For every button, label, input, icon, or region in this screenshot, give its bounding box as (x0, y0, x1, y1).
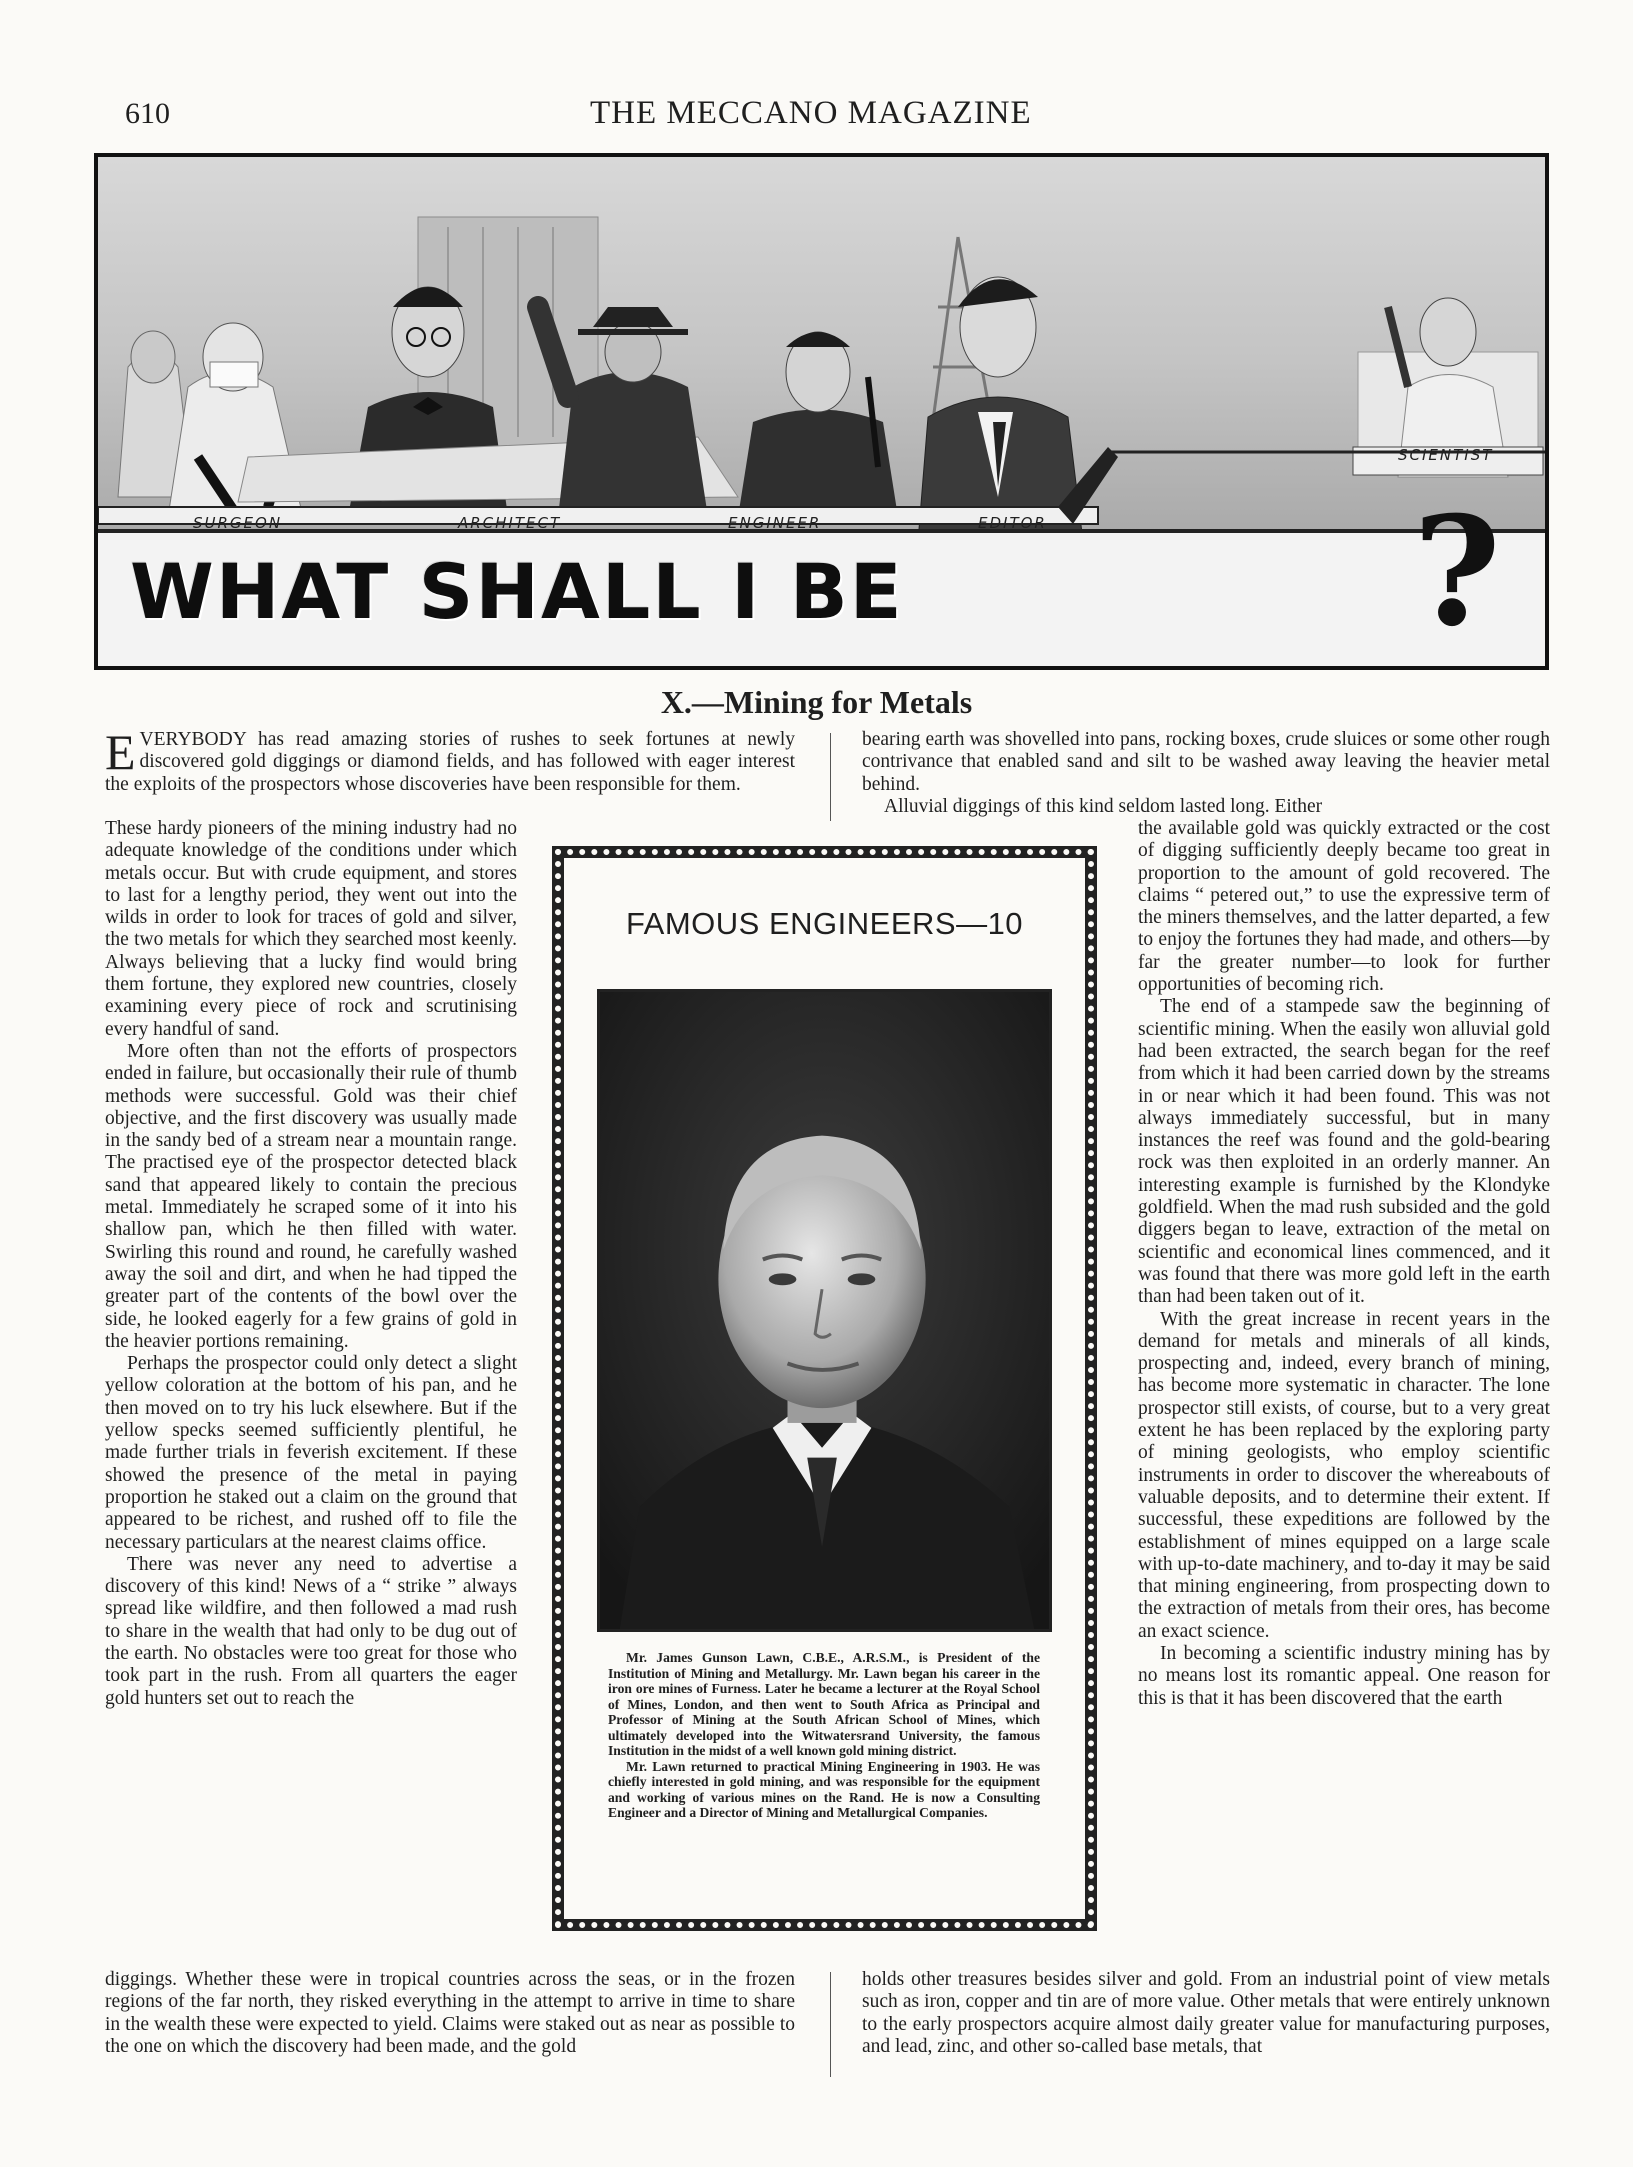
column-divider (830, 733, 831, 821)
article-intro (105, 724, 795, 796)
paragraph: bearing earth was shovelled into pans, rocking boxes, crude sluices or some other rough contrivance that enabled sand and silt to be washed away leaving the heavier metal behind. (862, 729, 1550, 795)
label-surgeon: SURGEON (193, 514, 283, 532)
article-bottom-left (105, 1969, 795, 2058)
banner-question-mark: ? (1413, 484, 1501, 660)
sidebar-title: FAMOUS ENGINEERS—10 (625, 906, 1024, 941)
portrait-caption (608, 1650, 1040, 1821)
dropcap: E (105, 724, 136, 780)
paragraph: More often than not the efforts of prospectors ended in failure, but occasionally their rule of thumb methods were successful. Gold was their chief objective, and the first discovery was usually made in the sandy bed of a stream near a mountain range. The practised eye of the prospector detected black sand that appeared likely to contain the precious metal. Immediately he scraped some of it into his shallow pan, which he then filled with water. Swirling this round and round, he carefully washed away the soil and dirt, and when he had tipped the greater part of the contents of the bowl over the side, he looked eagerly for a few grains of gold in the heavier portions remaining. (105, 1040, 517, 1352)
label-editor: EDITOR (978, 514, 1047, 532)
paragraph: There was never any need to advertise a discovery of this kind! News of a “ strike ” always spread like wildfire, and then followed a mad rush to share in the wealth that had only to be dug out of the earth. No obstacles were too great for those who took part in the rush. From all quarters the eager gold hunters set out to reach the (105, 1553, 517, 1709)
article-title: X.—Mining for Metals (660, 684, 973, 720)
caption-paragraph: Mr. James Gunson Lawn, C.B.E., A.R.S.M., is President of the Institution of Mining and Metallurgy. Mr. Lawn began his career in the iron ore mines of Furness. Later he became a lecturer at the Royal School of Mines, London, and then went to South Africa as Principal and Professor of Mining at the South African School of Mines, which ultimately developed into the Witwatersrand University, the famous Institution in the midst of a well known gold mining district. (608, 1650, 1040, 1758)
label-scientist: SCIENTIST (1398, 446, 1494, 464)
paragraph: holds other treasures besides silver and gold. From an industrial point of view metals such as iron, copper and tin are of more value. Other metals that were entirely unknown to the early prospectors acquire almost daily greater value for manufacturing purposes, and lead, zinc, and other so-called base metals, that (862, 1969, 1550, 2057)
caption-paragraph: Mr. Lawn returned to practical Mining Engineering in 1903. He was chiefly interested in gold mining, and was responsible for the equipment and working of various mines on the Rand. He is now a Consulting Engineer and a Director of Mining and Metallurgical Companies. (608, 1758, 1040, 1820)
label-architect: ARCHITECT (458, 514, 562, 532)
paragraph: With the great increase in recent years in the demand for metals and minerals of all kinds, prospecting and, indeed, every branch of mining, has become more systematic in character. The lone prospector still exists, of course, but to a very great extent he has been replaced by the exploring party of mining geologists, who employ scientific instruments in order to discover the whereabouts of valuable deposits, and to determine their extent. If successful, these expeditions are followed by the establishment of mines equipped on a large scale with up-to-date machinery, and to-day it may be said that mining engineering, from prospecting down to the extraction of metals from their ores, has become an exact science. (1138, 1308, 1550, 1642)
label-engineer: ENGINEER (728, 514, 822, 532)
header-banner-illustration (94, 153, 1549, 670)
column-divider (830, 1972, 831, 2077)
paragraph: The end of a stampede saw the beginning of scientific mining. When the easily won alluvial gold had been extracted, the search began for the reef from which it had been carried down by the streams in or near which it had been found. This was not always immediately successful, but in many instances the reef was found and the gold-bearing rock was then exploited in an orderly manner. An interesting example is furnished by the Klondyke goldfield. When the mad rush subsided and the gold diggers began to leave, extraction of the metal on scientific and economical lines commenced, and it was found that there was more gold left in the earth than had been taken out of it. (1138, 996, 1550, 1308)
article-left-column (105, 818, 517, 1710)
paragraph: Perhaps the prospector could only detect a slight yellow coloration at the bottom of his pan, and he then moved on to try his luck elsewhere. But if the yellow specks seemed sufficiently plentiful, he made further trials in feverish excitement. If these showed the presence of the metal in paying proportion he staked out a claim on the ground that appeared to be richest, and rushed off to file the necessary particulars at the nearest claims office. (105, 1353, 517, 1553)
portrait-illustration (600, 992, 1049, 1629)
magazine-title: THE MECCANO MAGAZINE (590, 95, 1032, 131)
intro-text: VERYBODY has read amazing stories of rushes to seek fortunes at newly discovered gold diggings or diamond fields, and has followed with eager interest the exploits of the prospectors whose discoveries have been responsible for them. (105, 729, 795, 795)
page-number: 610 (125, 97, 170, 130)
paragraph: Alluvial diggings of this kind seldom lasted long. Either (884, 795, 1323, 817)
article-bottom-right (862, 1969, 1550, 2058)
paragraph: These hardy pioneers of the mining industry had no adequate knowledge of the conditions under which metals occur. But with crude equipment, and stores to last for a lengthy period, they went out into the wilds in order to look for traces of gold and silver, the two metals for which they searched most keenly. Always believing that a lucky find would bring them fortune, they explored new countries, closely examining every piece of rock and scrutinising every handful of sand. (105, 818, 517, 1040)
portrait-photo (597, 989, 1052, 1632)
paragraph: In becoming a scientific industry mining has by no means lost its romantic appeal. One reason for this is that it has been discovered that the earth (1138, 1642, 1550, 1709)
paragraph: the available gold was quickly extracted or the cost of digging sufficiently deeply became too great in proportion to the amount of gold recovered. The claims “ petered out,” to use the expressive term of the miners themselves, and the latter departed, a few to enjoy the fortunes they had made, and others—by far the greater number—to look for further opportunities of becoming rich. (1138, 818, 1550, 996)
famous-engineers-sidebar (552, 846, 1097, 1931)
article-right-column (1138, 818, 1550, 1710)
paragraph: diggings. Whether these were in tropical countries across the seas, or in the frozen regions of the far north, they risked everything in the attempt to arrive in time to share in the wealth these were expected to yield. Claims were staked out as near as possible to the one on which the discovery had been made, and the gold (105, 1969, 795, 2057)
article-intro-right (862, 729, 1550, 818)
banner-headline: WHAT SHALL I BE (130, 547, 904, 636)
